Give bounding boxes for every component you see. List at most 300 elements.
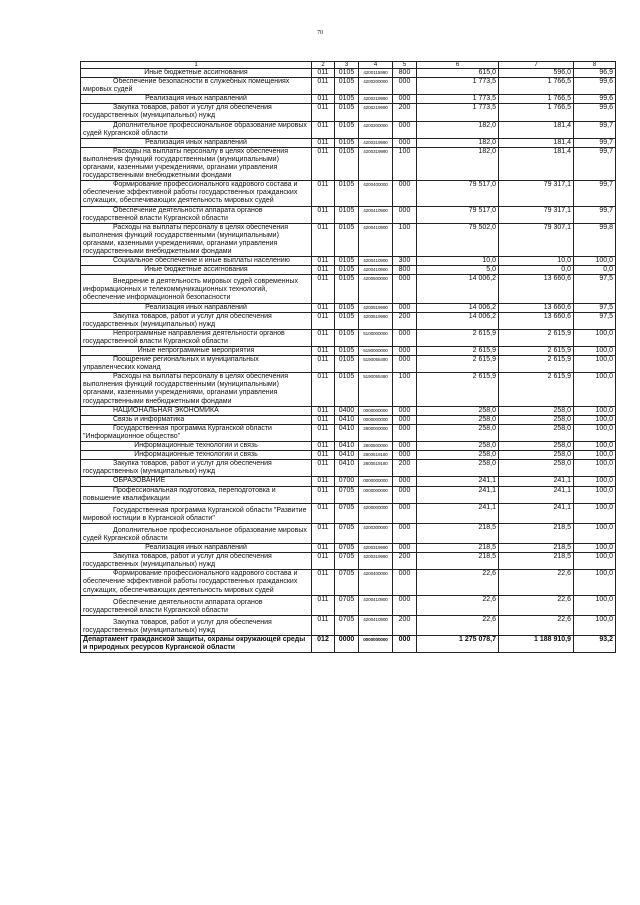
cell-code-rz: 0105 <box>335 275 359 303</box>
cell-plan: 2 615,9 <box>417 329 499 346</box>
cell-code-vr: 200 <box>393 104 417 121</box>
cell-code-vr: 000 <box>393 406 417 415</box>
cell-code-csr: 4200000000 <box>359 503 393 523</box>
cell-code-vr: 200 <box>393 553 417 570</box>
cell-name: Связь и информатика <box>81 415 312 424</box>
header-row <box>81 62 616 69</box>
table-row <box>81 275 616 303</box>
cell-code-vr: 000 <box>393 347 417 356</box>
cell-name: Информационные технологии и связь <box>81 442 312 451</box>
table-row <box>81 356 616 373</box>
cell-plan: 1 275 078,7 <box>417 636 499 653</box>
cell-code-gr: 011 <box>312 570 335 595</box>
cell-code-gr: 011 <box>312 553 335 570</box>
cell-code-rz: 0105 <box>335 257 359 266</box>
cell-code-csr: 5190055490 <box>359 373 393 406</box>
cell-code-csr: 2800000000 <box>359 424 393 441</box>
cell-code-rz: 0705 <box>335 553 359 570</box>
cell-plan: 241,1 <box>417 477 499 486</box>
cell-name: Расходы на выплаты персоналу в целях обеспечения выполнения функций государственными (муниципальными) органами, казенными учреждениями, органами управления государственными внебюджетными фондами <box>81 373 312 406</box>
cell-fact: 258,0 <box>499 406 574 415</box>
table-row <box>81 347 616 356</box>
table-row <box>81 312 616 329</box>
cell-fact: 13 660,6 <box>499 312 574 329</box>
cell-plan: 22,6 <box>417 570 499 595</box>
cell-plan: 218,5 <box>417 553 499 570</box>
cell-code-vr: 000 <box>393 138 417 147</box>
table-row <box>81 69 616 78</box>
header-cell: 1 <box>81 62 312 69</box>
cell-code-rz: 0705 <box>335 544 359 553</box>
cell-percent: 96,9 <box>574 69 616 78</box>
cell-code-gr: 011 <box>312 329 335 346</box>
cell-code-gr: 011 <box>312 523 335 543</box>
cell-fact: 181,4 <box>499 121 574 138</box>
cell-name: Дополнительное профессиональное образование мировых судей Курганской области <box>81 523 312 543</box>
cell-code-rz: 0705 <box>335 570 359 595</box>
cell-plan: 258,0 <box>417 460 499 477</box>
cell-name: Обеспечение безопасности в служебных помещениях мировых судей <box>81 78 312 95</box>
cell-code-vr: 000 <box>393 303 417 312</box>
cell-code-vr: 000 <box>393 415 417 424</box>
cell-percent: 99,6 <box>574 78 616 95</box>
cell-code-rz: 0105 <box>335 329 359 346</box>
cell-code-gr: 011 <box>312 486 335 503</box>
cell-code-rz: 0705 <box>335 523 359 543</box>
cell-fact: 2 615,9 <box>499 347 574 356</box>
table-row <box>81 266 616 275</box>
cell-fact: 258,0 <box>499 424 574 441</box>
cell-code-csr: 4200519990 <box>359 303 393 312</box>
cell-code-rz: 0105 <box>335 356 359 373</box>
cell-percent: 100,0 <box>574 415 616 424</box>
cell-fact: 596,0 <box>499 69 574 78</box>
cell-name: Иные бюджетные ассигнования <box>81 69 312 78</box>
cell-code-vr: 000 <box>393 451 417 460</box>
cell-code-vr: 100 <box>393 147 417 180</box>
table-row <box>81 121 616 138</box>
cell-plan: 218,5 <box>417 523 499 543</box>
cell-code-gr: 011 <box>312 451 335 460</box>
cell-code-csr: 0000000000 <box>359 406 393 415</box>
cell-name: Государственная программа Курганской области "Развитие мировой юстиции в Курганской области" <box>81 503 312 523</box>
cell-plan: 22,6 <box>417 615 499 635</box>
cell-percent: 99,6 <box>574 95 616 104</box>
cell-code-vr: 800 <box>393 266 417 275</box>
table-row <box>81 477 616 486</box>
cell-plan: 258,0 <box>417 451 499 460</box>
cell-code-rz: 0105 <box>335 69 359 78</box>
cell-code-csr: 4200319990 <box>359 553 393 570</box>
cell-code-rz: 0705 <box>335 615 359 635</box>
cell-code-csr: 4200319990 <box>359 147 393 180</box>
cell-name: НАЦИОНАЛЬНАЯ ЭКОНОМИКА <box>81 406 312 415</box>
page-number: 70 <box>317 30 323 36</box>
cell-code-vr: 800 <box>393 69 417 78</box>
cell-code-vr: 200 <box>393 615 417 635</box>
cell-percent: 100,0 <box>574 451 616 460</box>
cell-code-vr: 000 <box>393 121 417 138</box>
table-row <box>81 451 616 460</box>
cell-code-csr: 4200410900 <box>359 206 393 223</box>
cell-name: Социальное обеспечение и иные выплаты населению <box>81 257 312 266</box>
cell-plan: 79 502,0 <box>417 223 499 256</box>
cell-code-vr: 000 <box>393 486 417 503</box>
cell-plan: 1 773,5 <box>417 78 499 95</box>
cell-code-vr: 100 <box>393 223 417 256</box>
cell-fact: 22,6 <box>499 595 574 615</box>
cell-code-vr: 000 <box>393 477 417 486</box>
cell-code-rz: 0410 <box>335 460 359 477</box>
table-row <box>81 78 616 95</box>
cell-code-csr: 0000000000 <box>359 486 393 503</box>
cell-code-csr: 4200500000 <box>359 275 393 303</box>
table-row <box>81 415 616 424</box>
cell-code-rz: 0705 <box>335 595 359 615</box>
table-row <box>81 257 616 266</box>
cell-code-rz: 0105 <box>335 104 359 121</box>
cell-name: Государственная программа Курганской области "Информационное общество" <box>81 424 312 441</box>
cell-code-csr: 0000000000 <box>359 636 393 653</box>
cell-percent: 100,0 <box>574 329 616 346</box>
cell-percent: 99,7 <box>574 206 616 223</box>
cell-fact: 218,5 <box>499 523 574 543</box>
table-row <box>81 503 616 523</box>
cell-percent: 0,0 <box>574 266 616 275</box>
table-row <box>81 138 616 147</box>
table-row <box>81 406 616 415</box>
cell-fact: 1 766,5 <box>499 104 574 121</box>
cell-code-gr: 011 <box>312 147 335 180</box>
cell-plan: 22,6 <box>417 595 499 615</box>
cell-code-csr: 2800519180 <box>359 460 393 477</box>
cell-plan: 258,0 <box>417 415 499 424</box>
cell-percent: 100,0 <box>574 373 616 406</box>
cell-fact: 258,0 <box>499 451 574 460</box>
cell-code-rz: 0000 <box>335 636 359 653</box>
cell-code-gr: 011 <box>312 275 335 303</box>
cell-code-gr: 011 <box>312 121 335 138</box>
cell-percent: 100,0 <box>574 595 616 615</box>
cell-name: Обеспечение деятельности аппарата органов государственной власти Курганской области <box>81 206 312 223</box>
table-row <box>81 181 616 206</box>
cell-fact: 13 660,6 <box>499 303 574 312</box>
cell-code-gr: 011 <box>312 138 335 147</box>
cell-code-vr: 000 <box>393 570 417 595</box>
cell-percent: 100,0 <box>574 523 616 543</box>
cell-name: Закупка товаров, работ и услуг для обеспечения государственных (муниципальных) нужд <box>81 312 312 329</box>
cell-name: Реализация иных направлений <box>81 303 312 312</box>
cell-fact: 218,5 <box>499 553 574 570</box>
cell-percent: 100,0 <box>574 347 616 356</box>
cell-percent: 99,7 <box>574 121 616 138</box>
cell-percent: 100,0 <box>574 477 616 486</box>
cell-code-rz: 0105 <box>335 95 359 104</box>
table-row <box>81 553 616 570</box>
cell-code-rz: 0105 <box>335 147 359 180</box>
cell-code-gr: 011 <box>312 544 335 553</box>
cell-code-vr: 200 <box>393 460 417 477</box>
cell-name: Расходы на выплаты персоналу в целях обеспечения выполнения функций государственными (муниципальными) органами, казенными учреждениями, органами управления государственными внебюджетными фондами <box>81 223 312 256</box>
cell-fact: 13 660,6 <box>499 275 574 303</box>
cell-percent: 100,0 <box>574 356 616 373</box>
cell-code-rz: 0105 <box>335 312 359 329</box>
cell-name: Формирование профессионального кадрового состава и обеспечение эффективной работы государственных гражданских служащих, обеспечивающих деятельность мировых судей <box>81 181 312 206</box>
cell-name: Закупка товаров, работ и услуг для обеспечения государственных (муниципальных) нужд <box>81 553 312 570</box>
cell-plan: 258,0 <box>417 442 499 451</box>
cell-code-csr: 5190055490 <box>359 356 393 373</box>
cell-code-gr: 011 <box>312 615 335 635</box>
cell-code-vr: 100 <box>393 373 417 406</box>
cell-code-csr: 4200410900 <box>359 223 393 256</box>
cell-code-rz: 0705 <box>335 486 359 503</box>
cell-code-gr: 011 <box>312 424 335 441</box>
table-row <box>81 373 616 406</box>
cell-name: Поощрение региональных и муниципальных управленческих команд <box>81 356 312 373</box>
cell-fact: 1 188 910,9 <box>499 636 574 653</box>
cell-code-rz: 0105 <box>335 266 359 275</box>
cell-fact: 22,6 <box>499 615 574 635</box>
cell-code-gr: 011 <box>312 104 335 121</box>
header-cell: 3 <box>335 62 359 69</box>
cell-code-gr: 012 <box>312 636 335 653</box>
cell-code-gr: 011 <box>312 312 335 329</box>
cell-code-csr: 4200319990 <box>359 544 393 553</box>
cell-percent: 97,5 <box>574 303 616 312</box>
cell-code-csr: 2800500000 <box>359 442 393 451</box>
table-row <box>81 329 616 346</box>
cell-percent: 97,5 <box>574 312 616 329</box>
cell-percent: 99,7 <box>574 138 616 147</box>
cell-code-csr: 4200115990 <box>359 69 393 78</box>
cell-name: Закупка товаров, работ и услуг для обеспечения государственных (муниципальных) нужд <box>81 615 312 635</box>
cell-percent: 97,5 <box>574 275 616 303</box>
cell-name: Обеспечение деятельности аппарата органов государственной власти Курганской области <box>81 595 312 615</box>
cell-name: Реализация иных направлений <box>81 95 312 104</box>
cell-percent: 93,2 <box>574 636 616 653</box>
cell-fact: 2 615,9 <box>499 373 574 406</box>
cell-code-csr: 4200319990 <box>359 138 393 147</box>
table-body <box>81 69 616 653</box>
cell-code-vr: 000 <box>393 181 417 206</box>
cell-percent: 99,8 <box>574 223 616 256</box>
cell-name: Формирование профессионального кадрового состава и обеспечение эффективной работы государственных гражданских служащих, обеспечивающих деятельность мировых судей <box>81 570 312 595</box>
cell-code-vr: 000 <box>393 206 417 223</box>
cell-fact: 1 766,5 <box>499 95 574 104</box>
cell-fact: 218,5 <box>499 544 574 553</box>
cell-code-csr: 4200300000 <box>359 523 393 543</box>
cell-code-csr: 4200300000 <box>359 121 393 138</box>
table-row <box>81 424 616 441</box>
cell-code-gr: 011 <box>312 223 335 256</box>
table-row <box>81 303 616 312</box>
cell-code-gr: 011 <box>312 303 335 312</box>
cell-plan: 5,0 <box>417 266 499 275</box>
cell-code-csr: 4200410900 <box>359 266 393 275</box>
cell-code-gr: 011 <box>312 206 335 223</box>
cell-code-csr: 4200400000 <box>359 570 393 595</box>
cell-percent: 100,0 <box>574 503 616 523</box>
cell-code-csr: 4200410900 <box>359 615 393 635</box>
cell-plan: 2 615,9 <box>417 356 499 373</box>
cell-code-gr: 011 <box>312 95 335 104</box>
cell-code-gr: 011 <box>312 503 335 523</box>
table-row <box>81 460 616 477</box>
cell-name: ОБРАЗОВАНИЕ <box>81 477 312 486</box>
cell-plan: 10,0 <box>417 257 499 266</box>
cell-code-csr: 4200400000 <box>359 181 393 206</box>
table-row <box>81 223 616 256</box>
cell-fact: 258,0 <box>499 415 574 424</box>
cell-percent: 99,7 <box>574 181 616 206</box>
cell-code-vr: 000 <box>393 275 417 303</box>
cell-name: Иные бюджетные ассигнования <box>81 266 312 275</box>
cell-code-gr: 011 <box>312 442 335 451</box>
cell-code-csr: 4200219990 <box>359 104 393 121</box>
cell-code-gr: 011 <box>312 595 335 615</box>
cell-code-vr: 200 <box>393 312 417 329</box>
cell-percent: 100,0 <box>574 406 616 415</box>
cell-fact: 0,0 <box>499 266 574 275</box>
header-cell: 2 <box>312 62 335 69</box>
cell-plan: 2 615,9 <box>417 373 499 406</box>
cell-name: Иные непрограммные мероприятия <box>81 347 312 356</box>
cell-fact: 258,0 <box>499 460 574 477</box>
cell-name: Реализация иных направлений <box>81 544 312 553</box>
cell-code-vr: 000 <box>393 442 417 451</box>
cell-plan: 241,1 <box>417 503 499 523</box>
cell-name: Непрограммные направления деятельности органов государственной власти Курганской области <box>81 329 312 346</box>
cell-code-gr: 011 <box>312 477 335 486</box>
cell-percent: 100,0 <box>574 486 616 503</box>
cell-fact: 241,1 <box>499 477 574 486</box>
table-row <box>81 570 616 595</box>
cell-fact: 241,1 <box>499 486 574 503</box>
cell-code-rz: 0105 <box>335 138 359 147</box>
table-row <box>81 595 616 615</box>
cell-code-rz: 0700 <box>335 477 359 486</box>
table-row <box>81 147 616 180</box>
cell-code-gr: 011 <box>312 415 335 424</box>
cell-name: Внедрение в деятельность мировых судей современных информационных и телекоммуникационных технологий, обеспечение информационной безопасности <box>81 275 312 303</box>
table-row <box>81 615 616 635</box>
cell-code-rz: 0105 <box>335 121 359 138</box>
cell-fact: 181,4 <box>499 138 574 147</box>
cell-plan: 241,1 <box>417 486 499 503</box>
cell-name: Закупка товаров, работ и услуг для обеспечения государственных (муниципальных) нужд <box>81 460 312 477</box>
header-cell: 4 <box>359 62 393 69</box>
table-row <box>81 95 616 104</box>
cell-name: Реализация иных направлений <box>81 138 312 147</box>
cell-percent: 100,0 <box>574 442 616 451</box>
cell-code-gr: 011 <box>312 69 335 78</box>
cell-code-gr: 011 <box>312 356 335 373</box>
cell-plan: 1 773,5 <box>417 104 499 121</box>
cell-plan: 182,0 <box>417 121 499 138</box>
cell-plan: 258,0 <box>417 406 499 415</box>
cell-percent: 100,0 <box>574 257 616 266</box>
cell-code-csr: 4200519990 <box>359 312 393 329</box>
cell-fact: 22,6 <box>499 570 574 595</box>
cell-plan: 2 615,9 <box>417 347 499 356</box>
cell-plan: 79 517,0 <box>417 206 499 223</box>
cell-code-vr: 000 <box>393 595 417 615</box>
cell-code-rz: 0410 <box>335 442 359 451</box>
cell-name: Дополнительное профессиональное образование мировых судей Курганской области <box>81 121 312 138</box>
table-row <box>81 104 616 121</box>
cell-plan: 79 517,0 <box>417 181 499 206</box>
cell-code-csr: 5100000000 <box>359 329 393 346</box>
cell-code-gr: 011 <box>312 257 335 266</box>
cell-code-csr: 0000000000 <box>359 477 393 486</box>
cell-code-gr: 011 <box>312 373 335 406</box>
cell-plan: 14 006,2 <box>417 303 499 312</box>
cell-name: Департамент гражданской защиты, охраны окружающей среды и природных ресурсов Курганской области <box>81 636 312 653</box>
cell-code-rz: 0105 <box>335 78 359 95</box>
cell-percent: 100,0 <box>574 570 616 595</box>
cell-fact: 79 317,1 <box>499 181 574 206</box>
header-cell: 8 <box>574 62 616 69</box>
cell-percent: 100,0 <box>574 424 616 441</box>
header-cell: 6 <box>417 62 499 69</box>
cell-name: Профессиональная подготовка, переподготовка и повышение квалификации <box>81 486 312 503</box>
cell-percent: 99,6 <box>574 104 616 121</box>
cell-code-csr: 4200410900 <box>359 257 393 266</box>
header-cell: 7 <box>499 62 574 69</box>
cell-fact: 2 615,9 <box>499 329 574 346</box>
cell-code-vr: 000 <box>393 356 417 373</box>
cell-percent: 100,0 <box>574 615 616 635</box>
cell-code-rz: 0105 <box>335 181 359 206</box>
cell-code-rz: 0105 <box>335 347 359 356</box>
cell-plan: 1 773,5 <box>417 95 499 104</box>
cell-code-rz: 0105 <box>335 223 359 256</box>
cell-fact: 79 317,1 <box>499 206 574 223</box>
cell-code-vr: 000 <box>393 544 417 553</box>
cell-fact: 2 615,9 <box>499 356 574 373</box>
cell-code-gr: 011 <box>312 347 335 356</box>
cell-code-gr: 011 <box>312 460 335 477</box>
cell-fact: 10,0 <box>499 257 574 266</box>
cell-code-csr: 5190000000 <box>359 347 393 356</box>
cell-fact: 181,4 <box>499 147 574 180</box>
cell-percent: 100,0 <box>574 544 616 553</box>
cell-code-vr: 000 <box>393 78 417 95</box>
cell-code-gr: 011 <box>312 406 335 415</box>
cell-code-vr: 000 <box>393 523 417 543</box>
cell-code-rz: 0410 <box>335 451 359 460</box>
cell-code-csr: 0000000000 <box>359 415 393 424</box>
cell-code-csr: 4200219990 <box>359 95 393 104</box>
table-row <box>81 206 616 223</box>
cell-name: Закупка товаров, работ и услуг для обеспечения государственных (муниципальных) нужд <box>81 104 312 121</box>
cell-plan: 258,0 <box>417 424 499 441</box>
cell-code-gr: 011 <box>312 266 335 275</box>
cell-plan: 14 006,2 <box>417 275 499 303</box>
cell-percent: 99,7 <box>574 147 616 180</box>
budget-table <box>80 61 616 653</box>
cell-code-csr: 4200200000 <box>359 78 393 95</box>
cell-plan: 182,0 <box>417 138 499 147</box>
cell-plan: 218,5 <box>417 544 499 553</box>
cell-code-rz: 0400 <box>335 406 359 415</box>
cell-plan: 615,0 <box>417 69 499 78</box>
cell-percent: 100,0 <box>574 460 616 477</box>
cell-name: Расходы на выплаты персоналу в целях обеспечения выполнения функций государственными (муниципальными) органами, казенными учреждениями, органами управления государственными внебюджетными фондами <box>81 147 312 180</box>
header-cell: 5 <box>393 62 417 69</box>
cell-code-rz: 0705 <box>335 503 359 523</box>
cell-code-vr: 000 <box>393 424 417 441</box>
